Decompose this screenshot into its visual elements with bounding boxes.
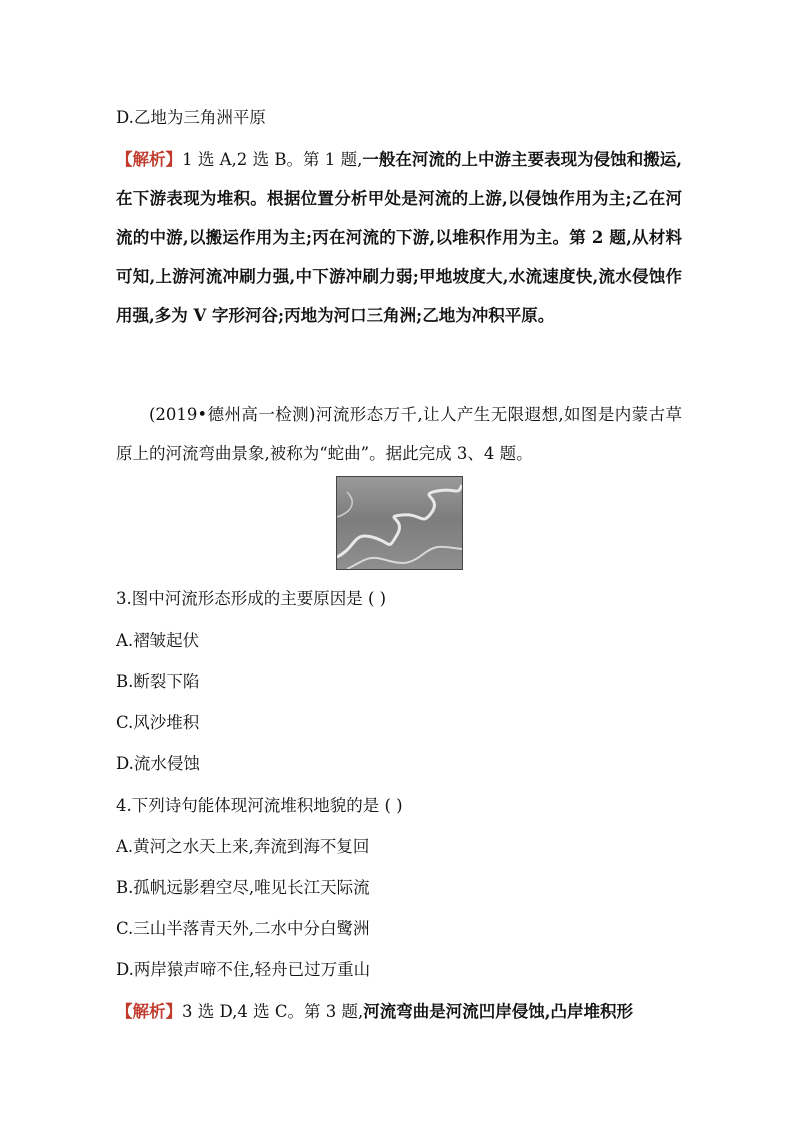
q4-option-b: B.孤帆远影碧空尽,唯见长江天际流 [116,878,370,897]
analysis-tag: 【解析】 [116,150,183,169]
q3-option-d: D.流水侵蚀 [116,754,200,773]
q4-option-a: A.黄河之水天上来,奔流到海不复回 [116,837,370,856]
option-d-prev: D.乙地为三角洲平原 [116,108,266,127]
analysis-body: 一般在河流的上中游主要表现为侵蚀和搬运,在下游表现为堆积。根据位置分析甲处是河流的上游,以侵蚀作用为主;乙在河流的中游,以搬运作用为主;丙在河流的下游,以堆积作用为主。第 2 题,从材料可知,上游河流冲刷力强,中下游冲刷力弱;甲地坡度大,水流速度快,流水侵蚀作用强,多为 V 字形河谷;丙地为河口三角洲;乙地为冲积平原。 [116,150,683,325]
analysis-answers-2: 3 选 D,4 选 C。第 3 题, [182,1002,364,1021]
question-intro: (2019•德州高一检测)河流形态万千,让人产生无限遐想,如图是内蒙古草原上的河流弯曲景象,被称为“蛇曲”。据此完成 3、4 题。 [116,405,682,463]
river-meander-photo [336,476,463,570]
analysis-body-2: 河流弯曲是河流凹岸侵蚀,凸岸堆积形 [363,1002,633,1021]
q4-stem: 4.下列诗句能体现河流堆积地貌的是 ( ) [116,796,403,815]
analysis-paragraph-2 [116,1001,633,1023]
meander-river-icon [337,477,462,569]
q4-option-c: C.三山半落青天外,二水中分白鹭洲 [116,919,370,938]
q3-stem: 3.图中河流形态形成的主要原因是 ( ) [116,589,387,608]
analysis-paragraph-1 [116,140,682,335]
q4-option-d: D.两岸猿声啼不住,轻舟已过万重山 [116,960,371,979]
analysis-tag-2: 【解析】 [116,1002,182,1021]
analysis-answers: 1 选 A,2 选 B。第 1 题, [182,150,363,169]
q3-option-c: C.风沙堆积 [116,713,200,732]
q3-option-a: A.褶皱起伏 [116,631,200,650]
q3-option-b: B.断裂下陷 [116,672,200,691]
